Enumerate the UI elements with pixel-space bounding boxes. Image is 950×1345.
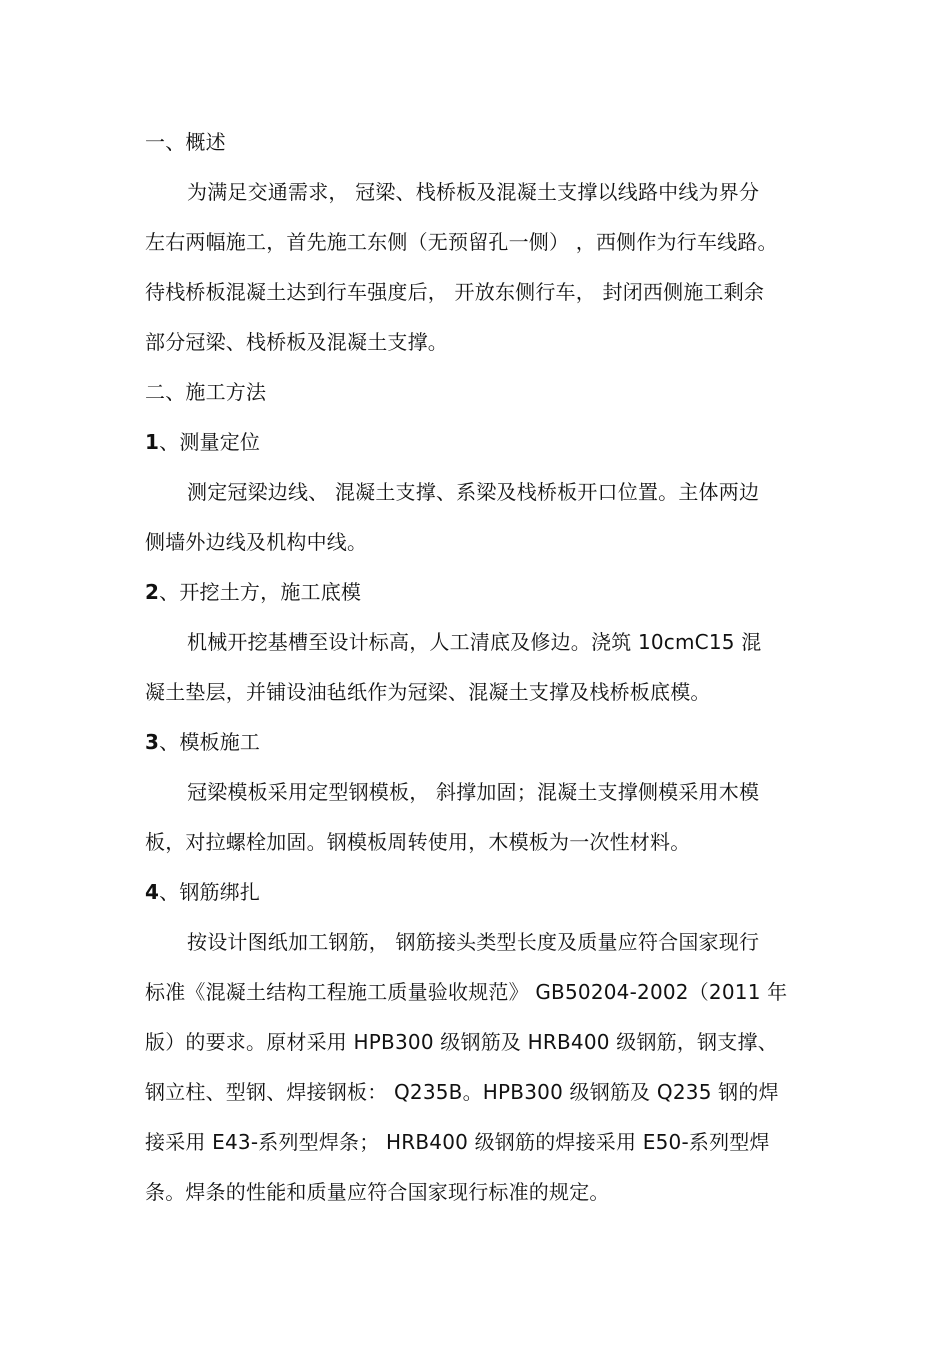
paragraph-line: 版）的要求。原材采用 HPB300 级钢筋及 HRB400 级钢筋，钢支撑、 <box>145 1030 778 1054</box>
paragraph-line: 为满足交通需求， 冠梁、栈桥板及混凝土支撑以线路中线为界分 <box>187 180 760 204</box>
item-title: 、开挖土方，施工底模 <box>159 580 362 604</box>
item-number: 2 <box>145 580 160 604</box>
paragraph-line: 侧墙外边线及机构中线。 <box>145 530 368 554</box>
paragraph-line: 钢立柱、型钢、焊接钢板： Q235B。HPB300 级钢筋及 Q235 钢的焊 <box>145 1080 779 1104</box>
paragraph-line: 接采用 E43-系列型焊条； HRB400 级钢筋的焊接采用 E50-系列型焊 <box>145 1130 770 1154</box>
paragraph-line: 凝土垫层，并铺设油毡纸作为冠梁、混凝土支撑及栈桥板底模。 <box>145 680 711 704</box>
paragraph-line: 机械开挖基槽至设计标高，人工清底及修边。浇筑 10cmC15 混 <box>187 630 762 654</box>
paragraph-line: 条。焊条的性能和质量应符合国家现行标准的规定。 <box>145 1180 610 1204</box>
paragraph-line: 冠梁模板采用定型钢模板， 斜撑加固；混凝土支撑侧模采用木模 <box>187 780 760 804</box>
item-heading-excavation <box>145 578 810 606</box>
item-title: 、钢筋绑扎 <box>159 880 261 904</box>
section-heading-methods: 二、施工方法 <box>145 380 267 404</box>
paragraph-line: 待栈桥板混凝土达到行车强度后， 开放东侧行车， 封闭西侧施工剩余 <box>145 280 765 304</box>
paragraph-line: 标准《混凝土结构工程施工质量验收规范》 GB50204-2002（2011 年 <box>145 980 788 1004</box>
paragraph-line: 测定冠梁边线、 混凝土支撑、系梁及栈桥板开口位置。主体两边 <box>187 480 760 504</box>
paragraph-line: 左右两幅施工，首先施工东侧（无预留孔一侧） ，西侧作为行车线路。 <box>145 230 778 254</box>
paragraph-line: 板，对拉螺栓加固。钢模板周转使用，木模板为一次性材料。 <box>145 830 691 854</box>
item-title: 、模板施工 <box>159 730 261 754</box>
paragraph-line: 按设计图纸加工钢筋， 钢筋接头类型长度及质量应符合国家现行 <box>187 930 760 954</box>
item-number: 4 <box>145 880 160 904</box>
item-number: 3 <box>145 730 160 754</box>
item-heading-survey <box>145 428 810 456</box>
item-title: 、测量定位 <box>159 430 261 454</box>
section-heading-overview: 一、概述 <box>145 130 226 154</box>
item-number: 1 <box>145 430 160 454</box>
item-heading-formwork <box>145 728 810 756</box>
paragraph-line: 部分冠梁、栈桥板及混凝土支撑。 <box>145 330 448 354</box>
item-heading-rebar <box>145 878 810 906</box>
